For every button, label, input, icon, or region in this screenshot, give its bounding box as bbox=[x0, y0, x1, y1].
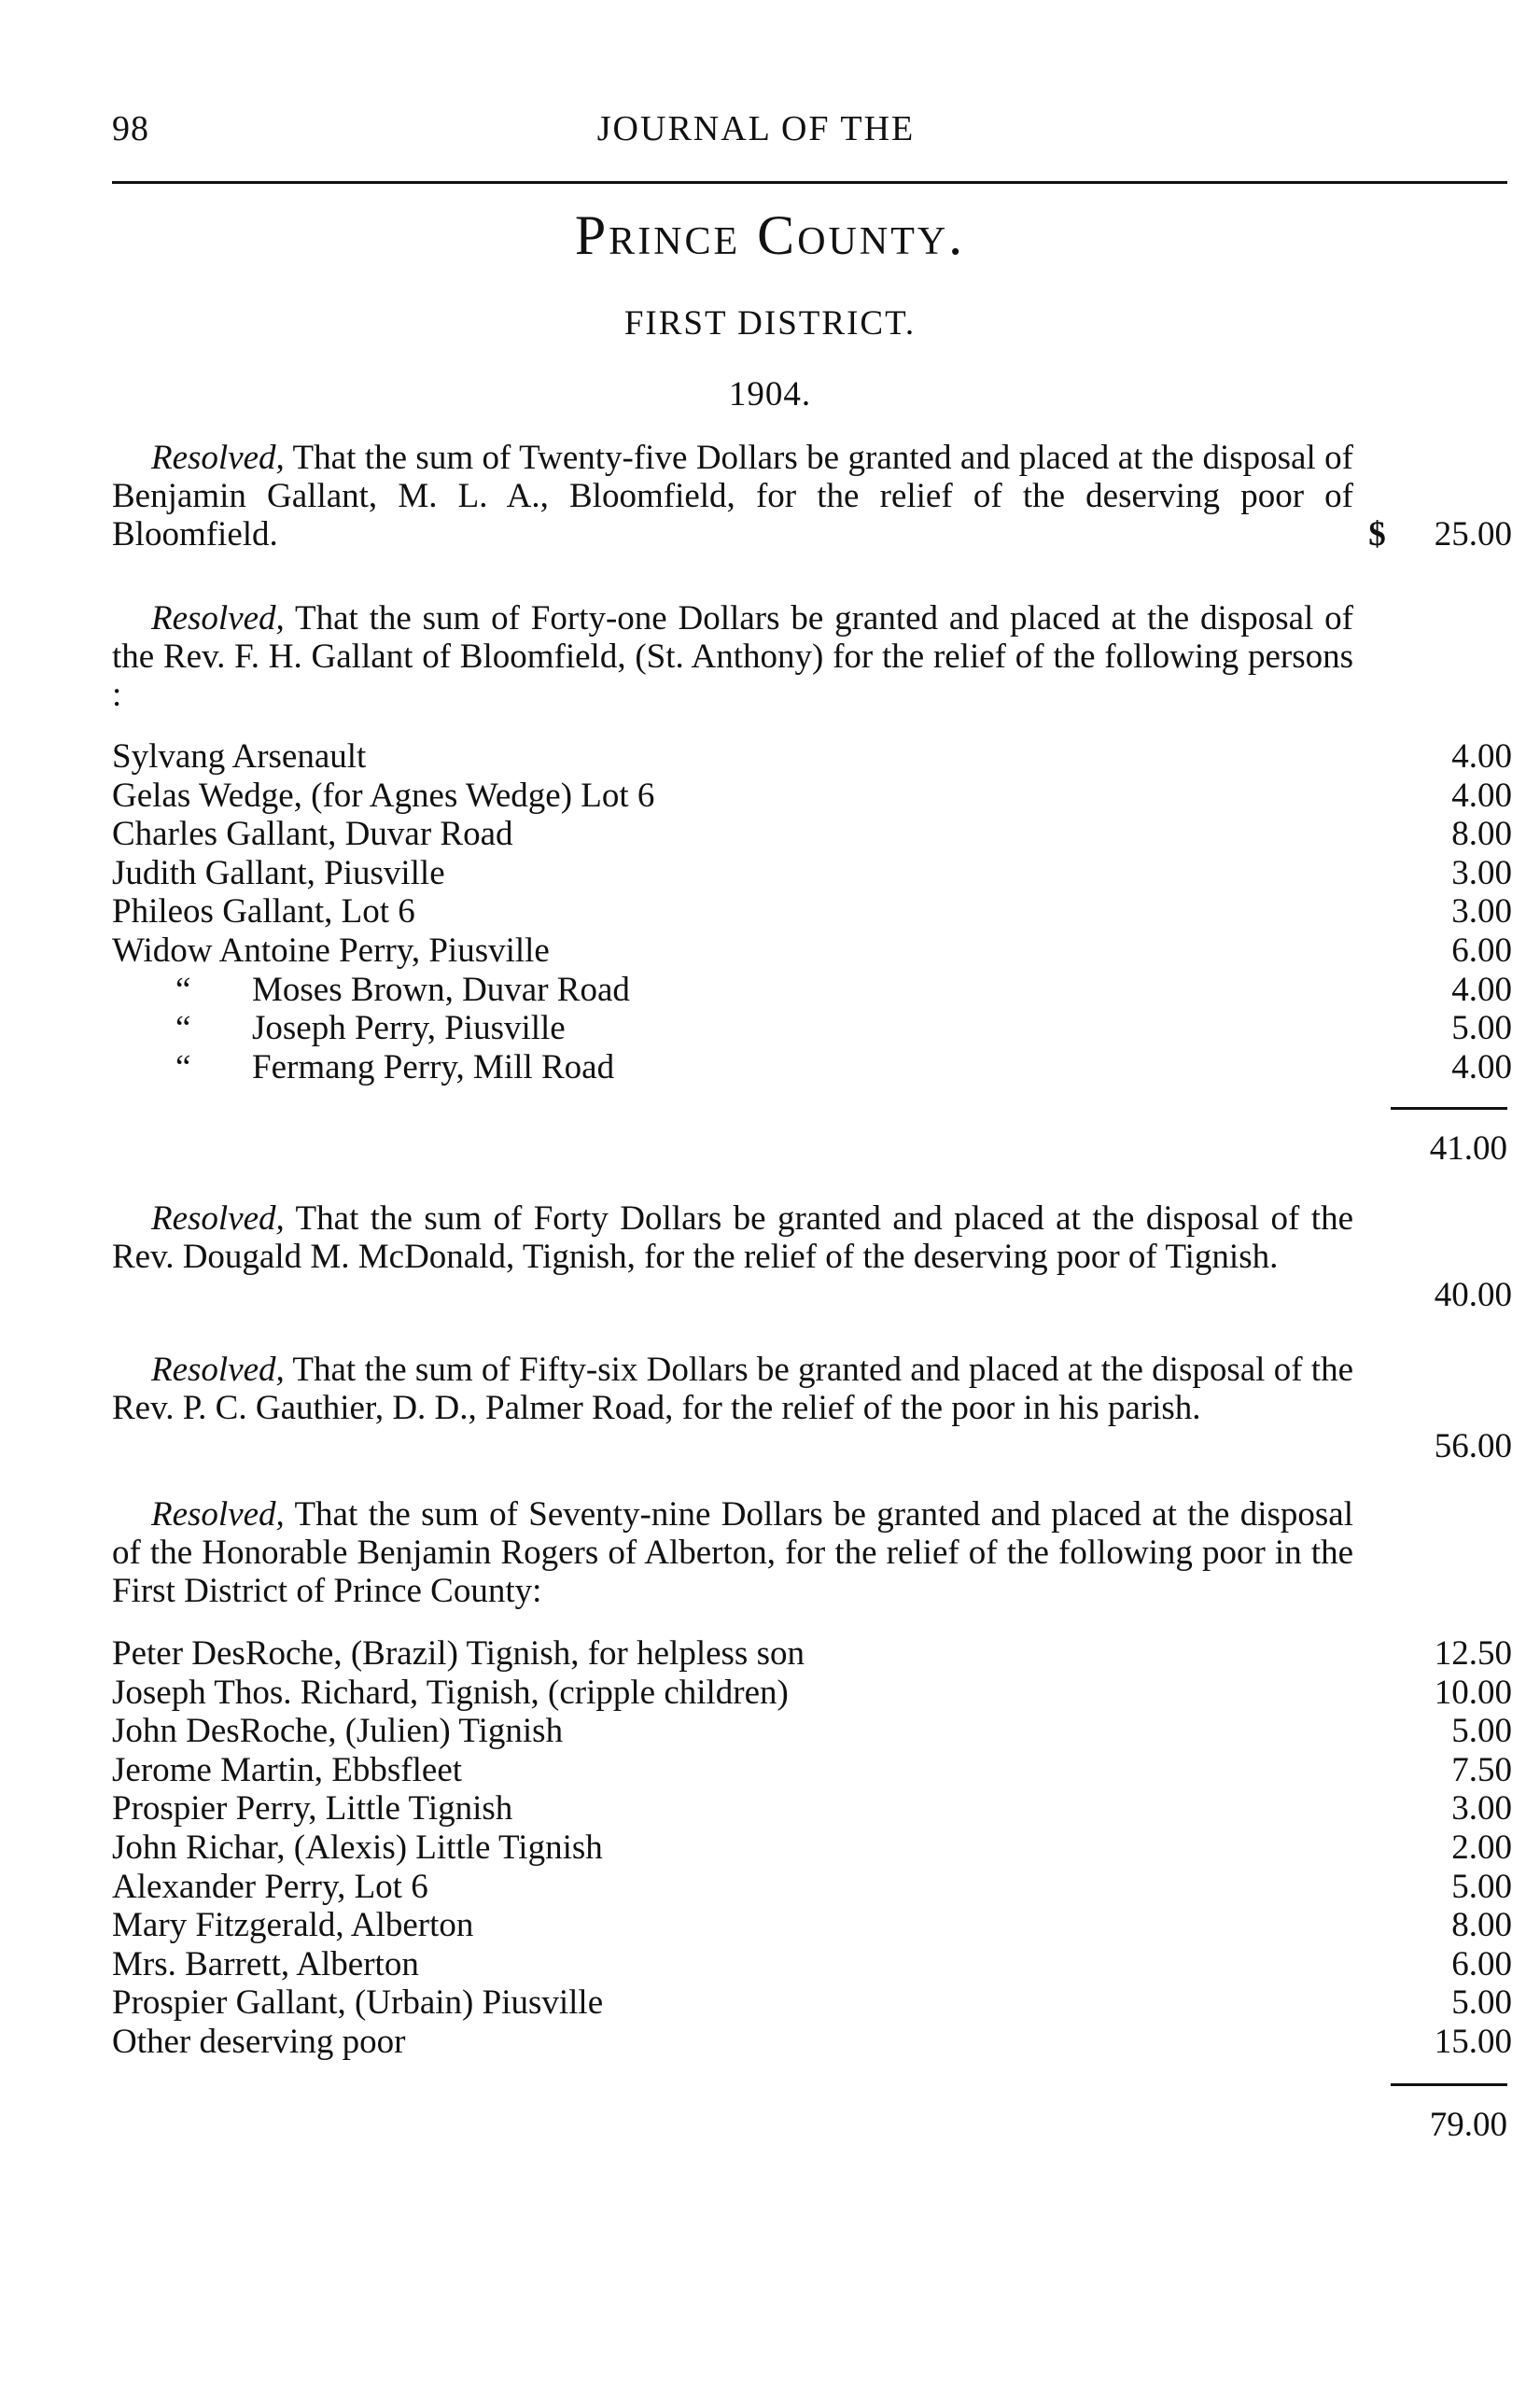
resolution-text: Resolved, That the sum of Twenty-five Dollars be granted and placed at the disposal of Benjamin Gallant, M. L. A., Bloomfield, for the relief of the deserving poor of Bloomfield. bbox=[112, 439, 1353, 553]
list-item: Charles Gallant, Duvar Road 8.00 bbox=[112, 815, 1512, 854]
list-item: Gelas Wedge, (for Agnes Wedge) Lot 6 4.00 bbox=[112, 776, 1512, 815]
list-item: Sylvang Arsenault 4.00 bbox=[112, 737, 1512, 776]
resolution-3 bbox=[112, 1199, 1512, 1321]
list-item: John Richar, (Alexis) Little Tignish 2.00 bbox=[112, 1828, 1512, 1867]
resolution-1 bbox=[112, 439, 1512, 560]
ditto-mark: “ bbox=[175, 1009, 191, 1048]
resolved-lead: Resolved, bbox=[151, 1351, 285, 1389]
resolved-lead: Resolved, bbox=[151, 1495, 285, 1534]
ditto-mark: “ bbox=[175, 1047, 191, 1086]
resolved-lead: Resolved, bbox=[151, 439, 285, 477]
resolution-amount: 40.00 bbox=[1434, 1276, 1512, 1314]
subtotal-amount: 79.00 bbox=[1429, 2106, 1507, 2144]
list-item: John DesRoche, (Julien) Tignish 5.00 bbox=[112, 1712, 1512, 1751]
resolved-lead: Resolved, bbox=[151, 599, 285, 638]
list-item: “ Joseph Perry, Piusville 5.00 bbox=[175, 1009, 1512, 1048]
list-item: “ Fermang Perry, Mill Road 4.00 bbox=[175, 1047, 1512, 1086]
subtotal-rule bbox=[1391, 1107, 1507, 1110]
subtotal-rule bbox=[1391, 2083, 1507, 2086]
list-item: Peter DesRoche, (Brazil) Tignish, for helpless son 12.50 bbox=[112, 1634, 1512, 1673]
resolution-text: Resolved, That the sum of Seventy-nine Dollars be granted and placed at the disposal of the Honorable Benjamin Rogers of Alberton, for the relief of the following poor in the First District of Prince County: bbox=[112, 1495, 1353, 1610]
relief-list-1 bbox=[112, 737, 1512, 1086]
header-rule bbox=[112, 181, 1507, 184]
list-item: Widow Antoine Perry, Piusville 6.00 bbox=[112, 931, 1512, 970]
list-item: Other deserving poor 15.00 bbox=[112, 2022, 1512, 2061]
list-item: Prospier Perry, Little Tignish 3.00 bbox=[112, 1789, 1512, 1829]
resolved-lead: Resolved, bbox=[151, 1199, 285, 1238]
list-item: Mary Fitzgerald, Alberton 8.00 bbox=[112, 1906, 1512, 1945]
resolution-2 bbox=[112, 599, 1512, 714]
subtotal-amount: 41.00 bbox=[1429, 1129, 1507, 1168]
ditto-mark: “ bbox=[175, 970, 191, 1009]
relief-list-2 bbox=[112, 1634, 1512, 2062]
list-item: Prospier Gallant, (Urbain) Piusville 5.00 bbox=[112, 1983, 1512, 2023]
resolution-text: Resolved, That the sum of Forty Dollars be granted and placed at the disposal of the Rev. Dougald M. McDonald, Tignish, for the relief of the deserving poor of Tignish. bbox=[112, 1199, 1353, 1276]
resolution-4 bbox=[112, 1351, 1512, 1472]
resolution-text: Resolved, That the sum of Fifty-six Dollars be granted and placed at the disposal of the Rev. P. C. Gauthier, D. D., Palmer Road, for the relief of the poor in his parish. bbox=[112, 1351, 1353, 1427]
list-item: Mrs. Barrett, Alberton 6.00 bbox=[112, 1944, 1512, 1983]
year-heading: 1904. bbox=[728, 375, 812, 413]
district-title: FIRST DISTRICT. bbox=[623, 304, 917, 343]
list-item: Judith Gallant, Piusville 3.00 bbox=[112, 853, 1512, 892]
running-head bbox=[112, 110, 1512, 157]
list-item: “ Moses Brown, Duvar Road 4.00 bbox=[175, 970, 1512, 1009]
dollar-sign: $ bbox=[1368, 515, 1386, 553]
list-item: Alexander Perry, Lot 6 5.00 bbox=[112, 1867, 1512, 1906]
list-item: Phileos Gallant, Lot 6 3.00 bbox=[112, 892, 1512, 932]
county-title: Prince County. bbox=[574, 204, 966, 266]
resolution-5 bbox=[112, 1495, 1512, 1610]
resolution-text: Resolved, That the sum of Forty-one Dollars be granted and placed at the disposal of the Rev. F. H. Gallant of Bloomfield, (St. Anthony) for the relief of the following persons : bbox=[112, 599, 1353, 714]
journal-title: JOURNAL OF THE bbox=[596, 109, 916, 148]
list-item: Joseph Thos. Richard, Tignish, (cripple children) 10.00 bbox=[112, 1673, 1512, 1712]
list-item: Jerome Martin, Ebbsfleet 7.50 bbox=[112, 1750, 1512, 1789]
resolution-amount: $ 25.00 bbox=[1368, 515, 1512, 553]
page-number: 98 bbox=[112, 109, 149, 148]
resolution-amount: 56.00 bbox=[1434, 1427, 1512, 1465]
